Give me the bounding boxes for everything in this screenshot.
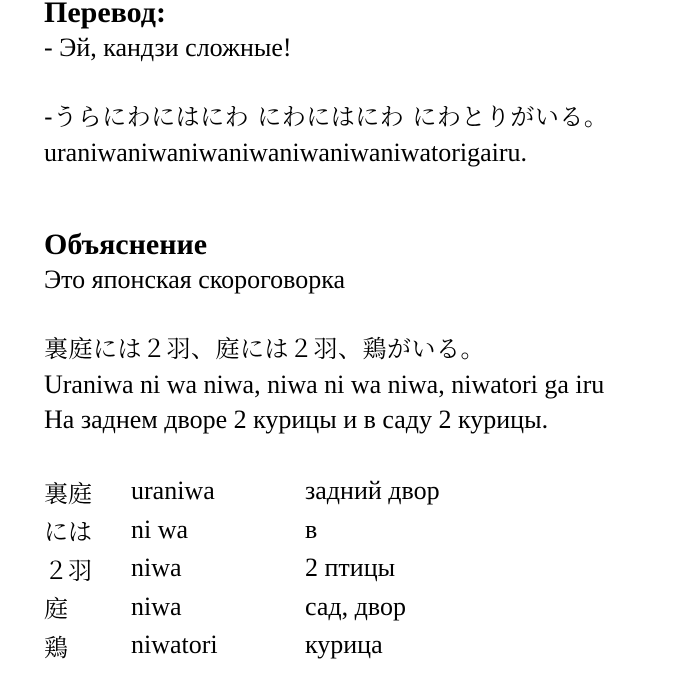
explanation-description: Это японская скороговорка (44, 265, 345, 294)
spacer (44, 170, 700, 228)
translation-heading: Перевод: (44, 0, 166, 29)
table-row (44, 511, 440, 550)
romaji-sentence: Uraniwa ni wa niwa, niwa ni wa niwa, niwatori ga iru (44, 370, 605, 399)
vocab-romaji: niwa (131, 553, 182, 583)
translation-line-japanese: -うらにわにはにわ にわにはにわ にわとりがいる。 (44, 103, 609, 131)
document-page (44, 0, 700, 665)
explanation-section (44, 228, 700, 665)
vocab-romaji: uraniwa (131, 476, 215, 506)
vocab-japanese: 裏庭 (44, 479, 92, 508)
kanji-sentence: 裏庭には２羽、庭には２羽、鶏がいる。 (44, 335, 485, 363)
table-row (44, 588, 440, 627)
spacer (44, 65, 700, 100)
translation-line-dialogue: - Эй, кандзи сложные! (44, 33, 292, 62)
table-row (44, 472, 440, 511)
translation-section (44, 0, 700, 170)
vocab-meaning: задний двор (305, 476, 440, 506)
vocab-meaning: в (305, 514, 318, 544)
table-row (44, 549, 440, 588)
vocab-meaning: 2 птицы (305, 553, 396, 583)
explanation-heading: Объяснение (44, 228, 208, 261)
vocab-romaji: ni wa (131, 514, 189, 544)
vocab-japanese: ２羽 (44, 556, 92, 585)
russian-sentence: На заднем дворе 2 курицы и в саду 2 курицы. (44, 405, 549, 434)
vocab-meaning: курица (305, 630, 383, 660)
vocab-japanese: には (44, 518, 92, 547)
vocab-romaji: niwa (131, 591, 182, 621)
vocabulary-table (44, 472, 440, 665)
vocab-meaning: сад, двор (305, 591, 406, 621)
vocab-japanese: 庭 (44, 595, 68, 624)
table-row (44, 626, 440, 665)
vocab-japanese: 鶏 (44, 633, 68, 662)
vocab-romaji: niwatori (131, 630, 218, 660)
translation-line-romaji: uraniwaniwaniwaniwaniwaniwaniwatorigairu. (44, 138, 528, 167)
spacer (44, 297, 700, 332)
